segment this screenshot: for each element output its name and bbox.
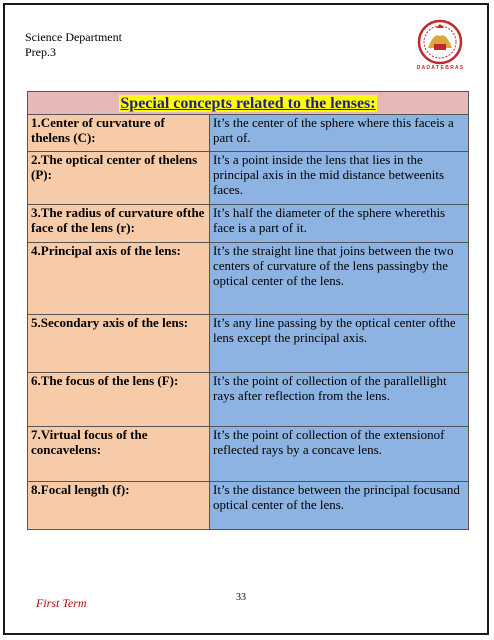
concept-definition: It’s half the diameter of the sphere wherethis face is a part of it. <box>210 205 469 243</box>
school-logo <box>412 18 468 72</box>
concept-definition: It’s a point inside the lens that lies in the principal axis in the mid distance betweenits faces. <box>210 152 469 205</box>
concept-term: 1.Center of curvature of thelens (C): <box>28 115 210 152</box>
concept-definition: It’s the center of the sphere where this faceis a part of. <box>210 115 469 152</box>
table-row <box>28 315 469 373</box>
concept-definition: It’s the point of collection of the extensionof reflected rays by a concave lens. <box>210 427 469 482</box>
concept-definition: It’s any line passing by the optical center ofthe lens except the principal axis. <box>210 315 469 373</box>
concept-term: 5.Secondary axis of the lens: <box>28 315 210 373</box>
grade-label: Prep.3 <box>25 45 56 59</box>
concept-term: 2.The optical center of thelens (P): <box>28 152 210 205</box>
table-row <box>28 152 469 205</box>
logo-caption: D A D A T E B R A S <box>416 65 464 71</box>
concept-term: 4.Principal axis of the lens: <box>28 243 210 315</box>
table-title-row <box>28 92 469 115</box>
concept-term: 6.The focus of the lens (F): <box>28 373 210 427</box>
concept-term: 7.Virtual focus of the concavelens: <box>28 427 210 482</box>
table-title: Special concepts related to the lenses: <box>120 94 376 112</box>
lens-concepts-table <box>27 91 469 530</box>
department-name: Science Department <box>25 30 122 44</box>
concept-term: 3.The radius of curvature ofthe face of the lens (r): <box>28 205 210 243</box>
concept-term: 8.Focal length (f): <box>28 482 210 530</box>
table-row <box>28 427 469 482</box>
page-header <box>25 30 122 60</box>
table-row <box>28 243 469 315</box>
term-label: First Term <box>36 596 87 610</box>
table-row <box>28 482 469 530</box>
table-row <box>28 205 469 243</box>
concept-definition: It’s the distance between the principal focusand optical center of the lens. <box>210 482 469 530</box>
table-row <box>28 373 469 427</box>
concept-definition: It’s the straight line that joins between the two centers of curvature of the lens passingby the optical center of the lens. <box>210 243 469 315</box>
concept-definition: It’s the point of collection of the parallellight rays after reflection from the lens. <box>210 373 469 427</box>
page-number: 33 <box>236 592 246 603</box>
table-row <box>28 115 469 152</box>
